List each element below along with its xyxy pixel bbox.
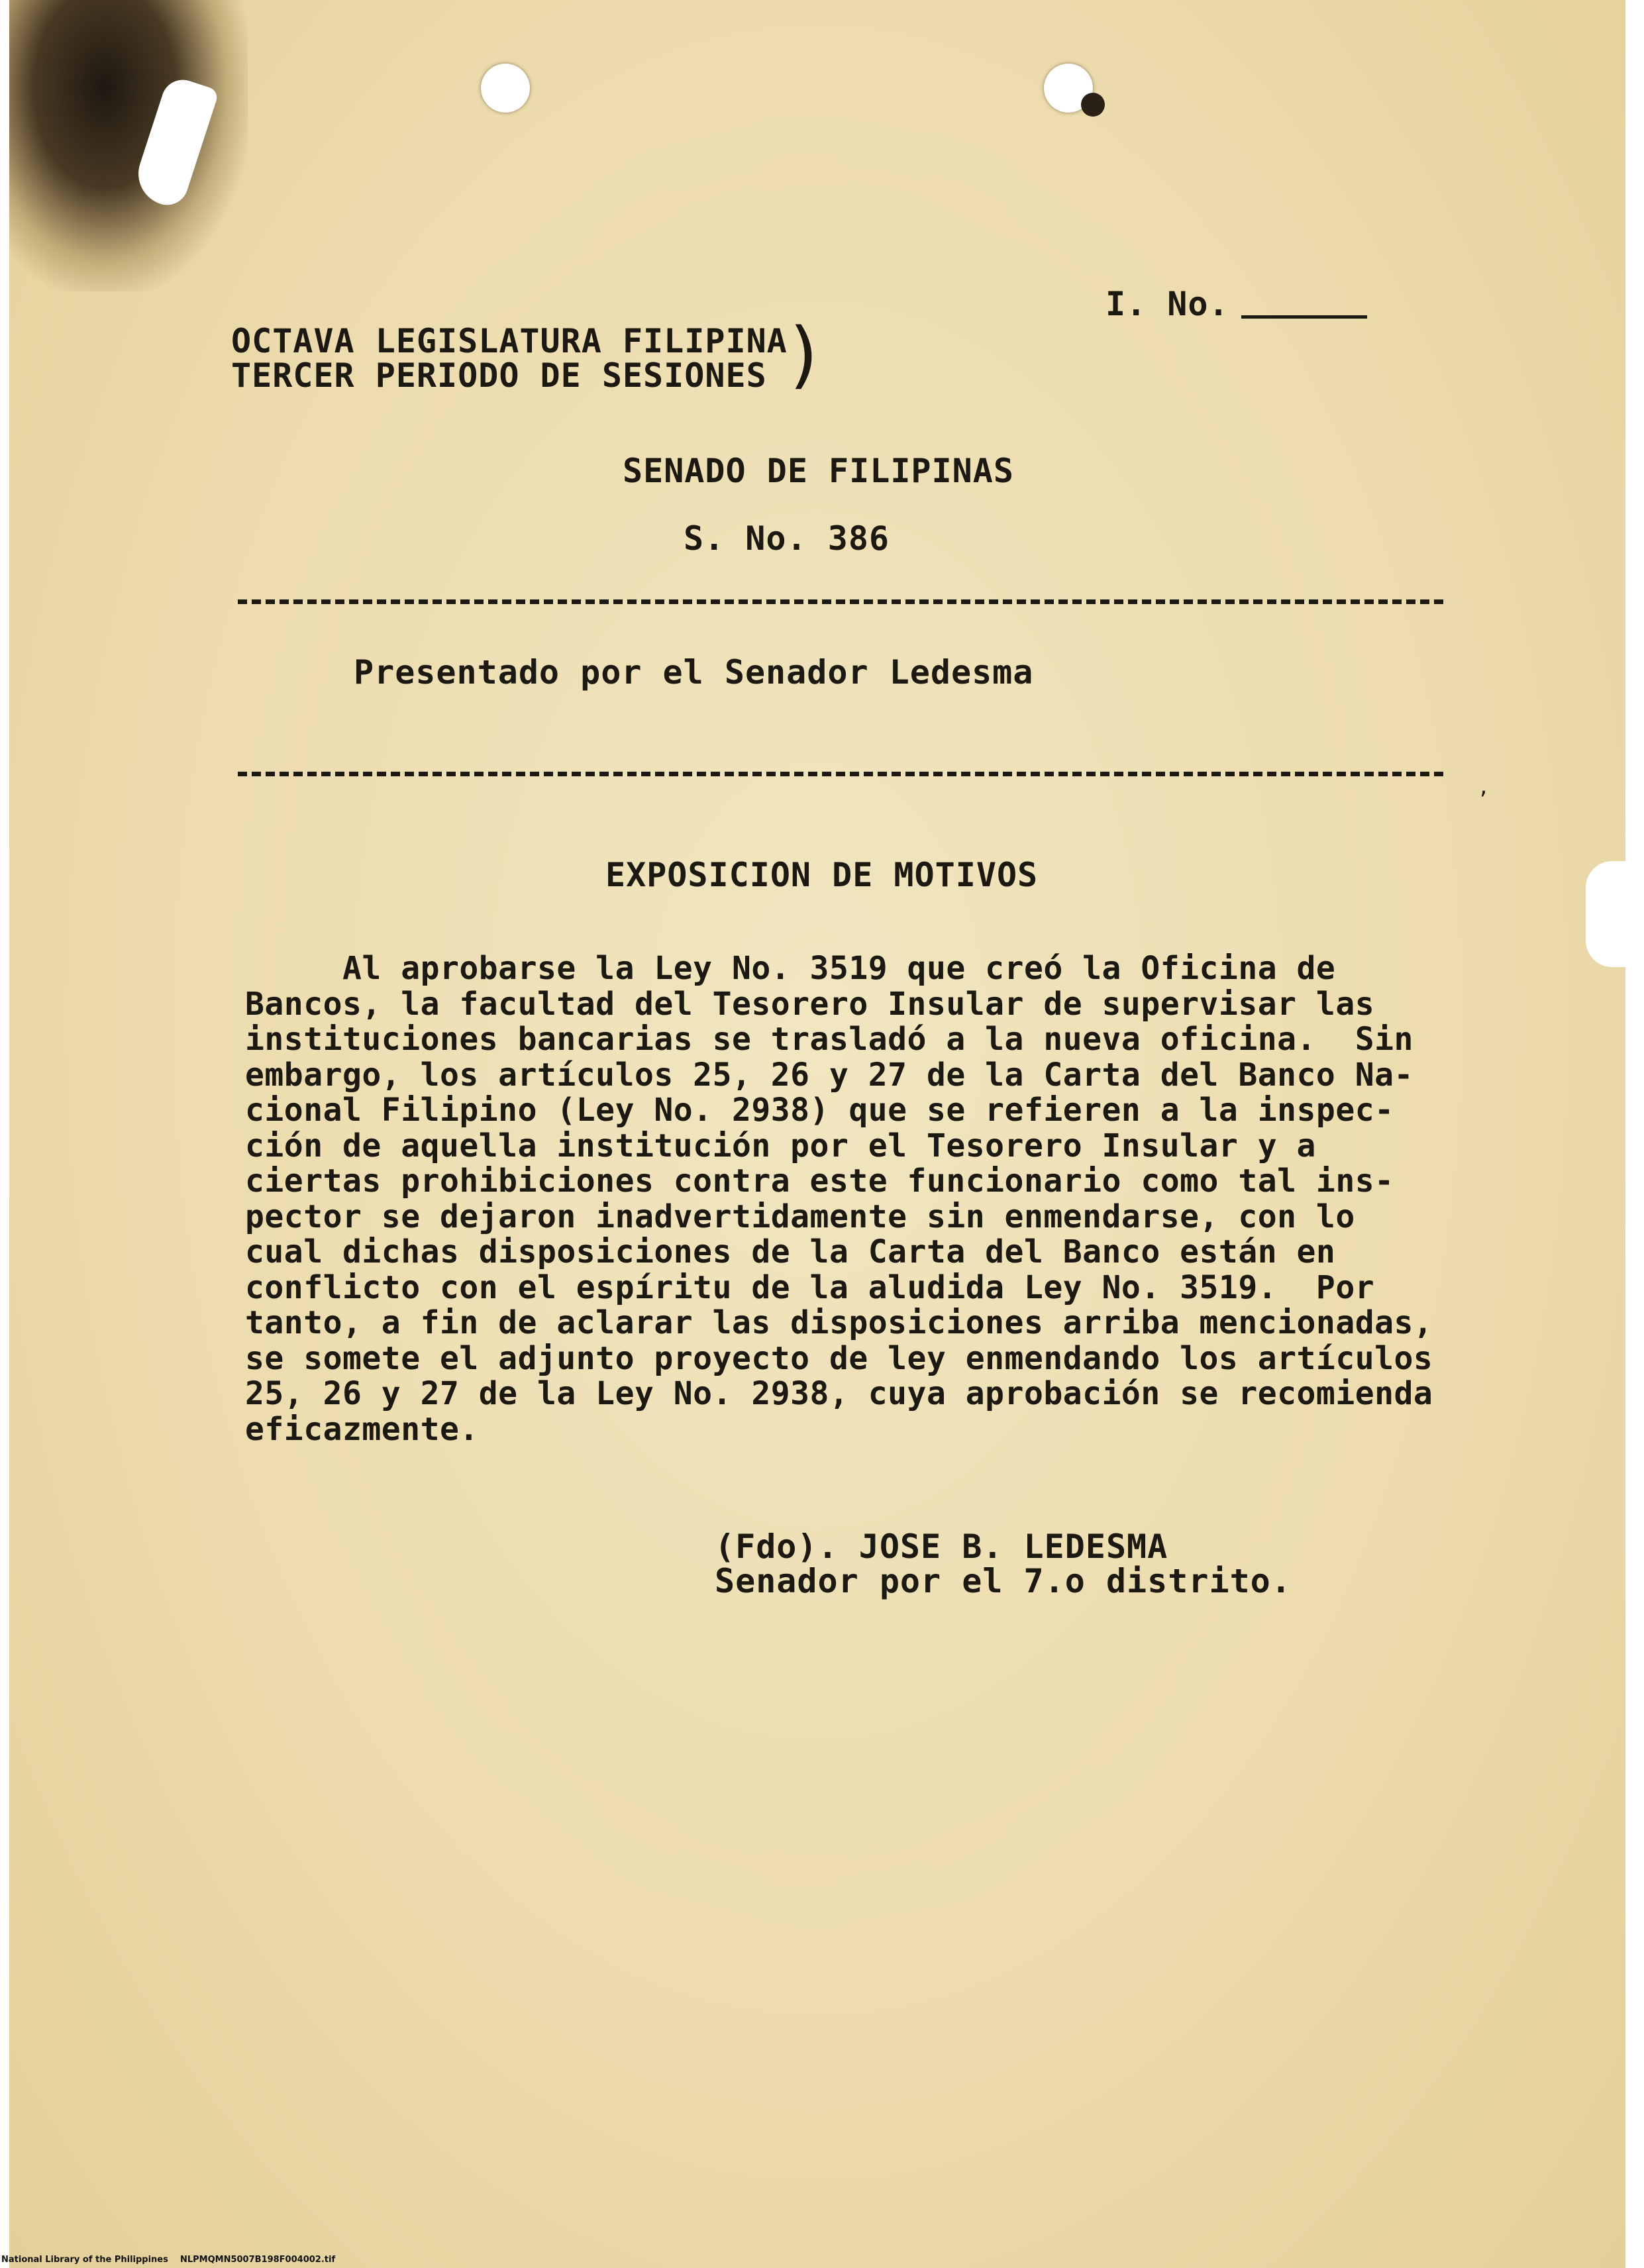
- body-line: cional Filipino (Ley No. 2938) que se refieren a la inspec-: [245, 1092, 1394, 1129]
- ink-stain: [1081, 93, 1105, 117]
- legislature-line: OCTAVA LEGISLATURA FILIPINA: [231, 322, 788, 360]
- margin-tick-mark: ʼ: [1477, 788, 1490, 811]
- body-line: se somete el adjunto proyecto de ley enmendando los artículos: [245, 1339, 1433, 1377]
- body-paragraph: [245, 951, 1523, 1447]
- section-title: EXPOSICION DE MOTIVOS: [605, 856, 1039, 894]
- body-line: embargo, los artículos 25, 26 y 27 de la Carta del Banco Na-: [245, 1056, 1413, 1094]
- session-line: TERCER PERIODO DE SESIONES: [231, 356, 767, 395]
- body-line: tanto, a fin de aclarar las disposiciones arriba mencionadas,: [245, 1304, 1433, 1341]
- presented-by-line: Presentado por el Senador Ledesma: [354, 653, 1034, 692]
- body-line: cual dichas disposiciones de la Carta del Banco están en: [245, 1233, 1336, 1270]
- body-line: eficazmente.: [245, 1410, 479, 1448]
- bill-number: S. No. 386: [684, 519, 890, 558]
- signature-name: (Fdo). JOSE B. LEDESMA: [715, 1527, 1168, 1566]
- body-line: ción de aquella institución por el Tesorero Insular y a: [245, 1127, 1316, 1164]
- bracket-mark: ): [783, 312, 827, 397]
- archive-footer: National Library of the Philippines NLPMQMN5007B198F004002.tif: [1, 2255, 336, 2265]
- instrument-number-blank: [1241, 315, 1367, 319]
- document-page: [9, 0, 1625, 2268]
- signature-title: Senador por el 7.o distrito.: [715, 1562, 1292, 1600]
- body-line: Bancos, la facultad del Tesorero Insular de supervisar las: [245, 985, 1375, 1023]
- body-line: ciertas prohibiciones contra este funcionario como tal ins-: [245, 1162, 1394, 1200]
- dashed-divider-bottom: [238, 772, 1443, 776]
- burn-damage: [9, 0, 248, 291]
- punch-hole-left: [481, 64, 530, 113]
- body-line: 25, 26 y 27 de la Ley No. 2938, cuya aprobación se recomienda: [245, 1375, 1433, 1412]
- chamber-title: SENADO DE FILIPINAS: [623, 452, 1014, 490]
- body-line: Al aprobarse la Ley No. 3519 que creó la Oficina de: [245, 950, 1336, 987]
- edge-tear: [1586, 861, 1625, 967]
- body-line: conflicto con el espíritu de la aludida Ley No. 3519. Por: [245, 1268, 1375, 1306]
- body-line: instituciones bancarias se trasladó a la nueva oficina. Sin: [245, 1021, 1413, 1058]
- body-line: pector se dejaron inadvertidamente sin enmendarse, con lo: [245, 1198, 1355, 1235]
- dashed-divider-top: [238, 599, 1443, 604]
- instrument-number-label: I. No.: [1105, 285, 1229, 323]
